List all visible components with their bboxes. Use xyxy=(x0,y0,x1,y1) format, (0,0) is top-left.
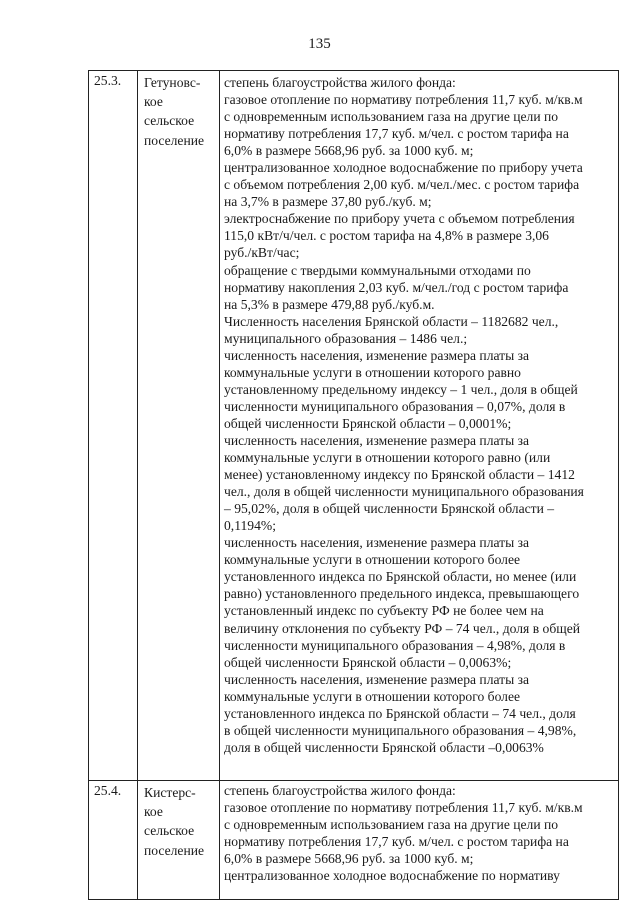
description-line: с одновременным использованием газа на другие цели по xyxy=(224,109,559,125)
description-line: доля в общей численности Брянской области –0,0063% xyxy=(224,739,544,755)
description-line: электроснабжение по прибору учета с объемом потребления xyxy=(224,211,575,227)
description-line: численность населения, изменение размера платы за xyxy=(224,671,530,687)
description-line: степень благоустройства жилого фонда: xyxy=(224,75,456,90)
settlement-name-line: сельское xyxy=(144,113,195,129)
description-line: централизованное холодное водоснабжение по нормативу xyxy=(224,868,560,884)
settlement-name-line: кое xyxy=(144,94,163,110)
description-line: численности муниципального образования – 4,98%, доля в xyxy=(224,637,566,653)
description-line: коммунальные услуги в отношении которого более xyxy=(224,688,521,704)
description-line: установленного индекса по Брянской области – 74 чел., доля xyxy=(224,705,576,721)
description-line: менее) установленному индексу по Брянской области – 1412 xyxy=(224,467,575,483)
description-line: 115,0 кВт/ч/чел. с ростом тарифа на 4,8% в размере 3,06 xyxy=(224,228,549,244)
description-line: газовое отопление по нормативу потребления 11,7 куб. м/кв.м xyxy=(224,92,583,108)
description-line: на 5,3% в размере 479,88 руб./куб.м. xyxy=(224,296,435,312)
description-line: численность населения, изменение размера платы за xyxy=(224,432,530,448)
settlement-name xyxy=(138,781,220,900)
description-line: нормативу накопления 2,03 куб. м/чел./год с ростом тарифа xyxy=(224,279,569,295)
settlement-name-line: кое xyxy=(144,804,163,820)
description-line: установленному предельному индексу – 1 чел., доля в общей xyxy=(224,381,578,397)
description-line: обращение с твердыми коммунальными отходами по xyxy=(224,262,531,278)
description-line: с объемом потребления 2,00 куб. м/чел./мес. с ростом тарифа xyxy=(224,177,580,193)
row-number: 25.4. xyxy=(89,781,138,900)
settlements-table xyxy=(88,70,619,900)
settlement-description xyxy=(220,71,619,781)
description-line: нормативу потребления 17,7 куб. м/чел. с ростом тарифа на xyxy=(224,126,569,142)
description-line: нормативу потребления 17,7 куб. м/чел. с ростом тарифа на xyxy=(224,834,569,850)
description-line: с одновременным использованием газа на другие цели по xyxy=(224,817,559,833)
description-line: величину отклонения по субъекту РФ – 74 чел., доля в общей xyxy=(224,620,581,636)
description-line: общей численности Брянской области – 0,0001%; xyxy=(224,415,512,431)
description-line: 6,0% в размере 5668,96 руб. за 1000 куб. м; xyxy=(224,143,474,159)
settlement-name-line: поселение xyxy=(144,132,205,148)
settlement-name xyxy=(138,71,220,781)
description-line: численности муниципального образования – 0,07%, доля в xyxy=(224,398,566,414)
description-line: коммунальные услуги в отношении которого более xyxy=(224,552,521,568)
description-line: коммунальные услуги в отношении которого равно (или xyxy=(224,450,551,466)
description-line: общей численности Брянской области – 0,0063%; xyxy=(224,654,512,670)
page-number: 135 xyxy=(308,36,331,52)
table-row xyxy=(89,71,619,781)
description-line: в общей численности муниципального образования – 4,98%, xyxy=(224,722,577,738)
description-line: на 3,7% в размере 37,80 руб./куб. м; xyxy=(224,194,432,210)
settlement-name-line: поселение xyxy=(144,842,205,858)
description-line: – 95,02%, доля в общей численности Брянской области – xyxy=(224,501,555,517)
description-line: коммунальные услуги в отношении которого равно xyxy=(224,364,521,380)
description-line: муниципального образования – 1486 чел.; xyxy=(224,330,468,346)
description-line: установленный индекс по субъекту РФ не более чем на xyxy=(224,603,544,619)
table-row xyxy=(89,781,619,900)
row-number: 25.3. xyxy=(89,71,138,781)
description-line: степень благоустройства жилого фонда: xyxy=(224,783,456,798)
description-line: установленного индекса по Брянской области, но менее (или xyxy=(224,569,577,585)
settlement-name-line: сельское xyxy=(144,823,195,839)
description-line: газовое отопление по нормативу потребления 11,7 куб. м/кв.м xyxy=(224,800,583,816)
description-line: Численность населения Брянской области – 1182682 чел., xyxy=(224,313,559,329)
description-line: численность населения, изменение размера платы за xyxy=(224,535,530,551)
description-line: централизованное холодное водоснабжение по прибору учета xyxy=(224,160,583,176)
description-line: чел., доля в общей численности муниципального образования xyxy=(224,484,584,500)
description-line: численность населения, изменение размера платы за xyxy=(224,347,530,363)
settlement-description xyxy=(220,781,619,900)
description-line: равно) установленного предельного индекса, превышающего xyxy=(224,586,580,602)
settlement-name-line: Кистерс- xyxy=(144,785,196,800)
description-line: 6,0% в размере 5668,96 руб. за 1000 куб. м; xyxy=(224,851,474,867)
description-line: 0,1194%; xyxy=(224,518,276,534)
settlement-name-line: Гетуновс- xyxy=(144,75,201,90)
description-line: руб./кВт/час; xyxy=(224,245,300,261)
